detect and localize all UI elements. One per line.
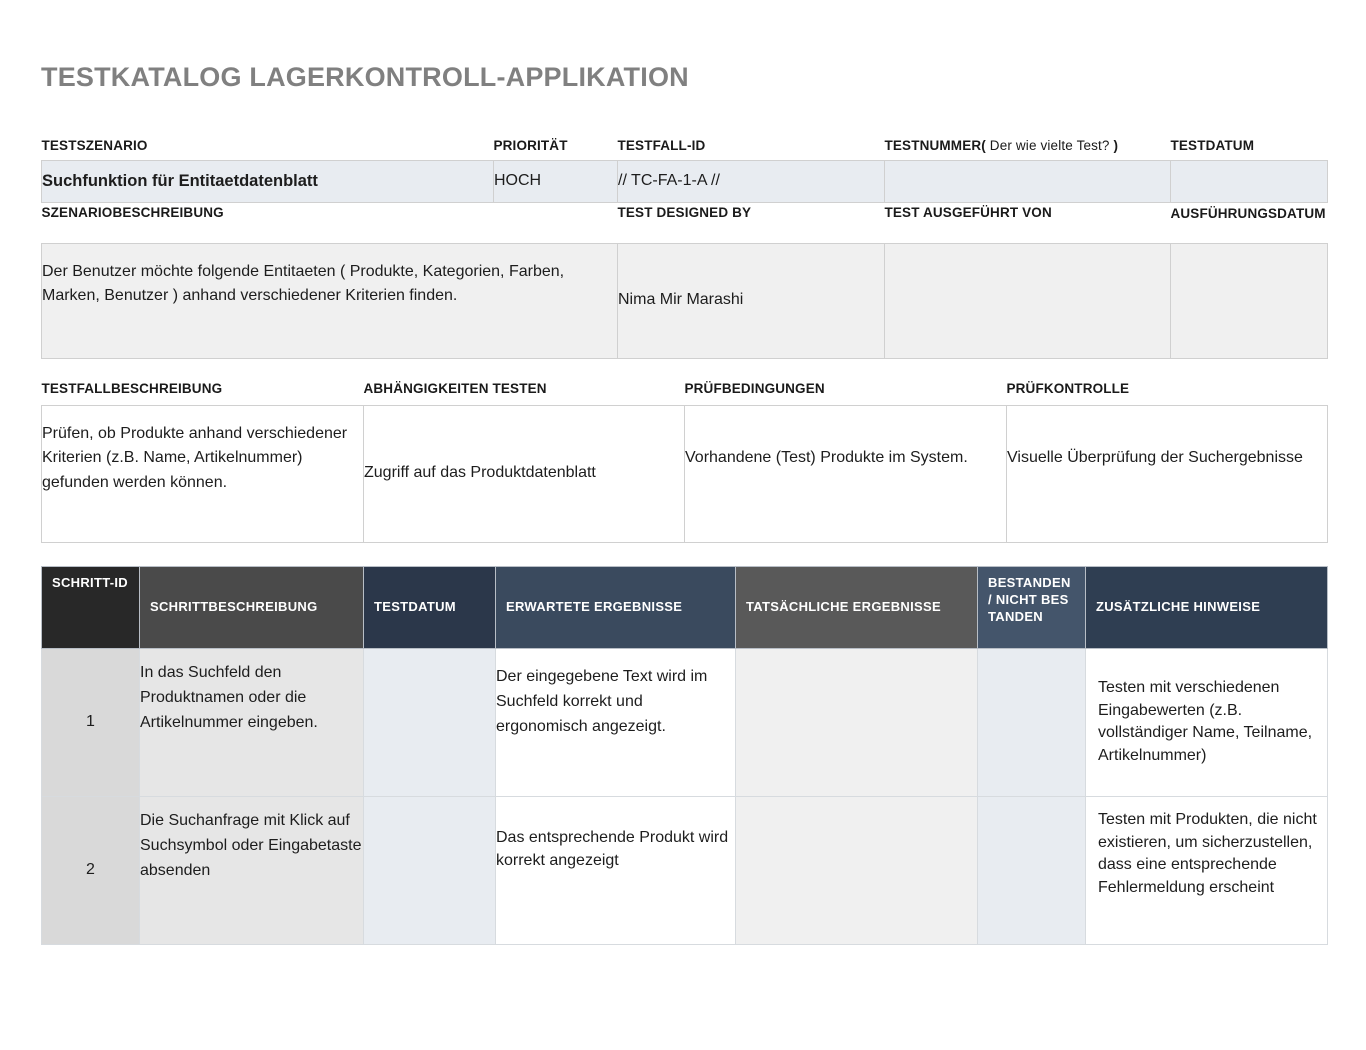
cell-schritt-id[interactable]: 2 — [42, 797, 140, 945]
cell-bestanden-nicht-bestanden[interactable] — [978, 797, 1086, 945]
cell-zusaetzliche-hinweise[interactable]: Testen mit Produkten, die nicht existieren, um sicherzustellen, dass eine entsprechende Fehlermeldung erscheint — [1086, 797, 1328, 945]
col-header-test-designed-by: TEST DESIGNED BY — [617, 205, 752, 220]
testcase-value-row — [42, 405, 1328, 542]
col-header-schritt-id: SCHRITT-ID — [42, 567, 140, 649]
scenario-header-row — [42, 138, 1328, 160]
testcase-table — [41, 381, 1328, 543]
col-header-testszenario: TESTSZENARIO — [41, 138, 148, 153]
value-szenariobeschreibung[interactable]: Der Benutzer möchte folgende Entitaeten ( Produkte, Kategorien, Farben, Marken, Benutzer ) anhand verschiedener Kriterien finden. — [42, 243, 618, 358]
value-pruefbedingungen[interactable]: Vorhandene (Test) Produkte im System. — [685, 405, 1007, 542]
col-header-schrittbeschreibung: SCHRITTBESCHREIBUNG — [140, 567, 364, 649]
col-header-test-ausgefuehrt-von: TEST AUSGEFÜHRT VON — [884, 205, 1052, 220]
col-header-szenariobeschreibung: SZENARIOBESCHREIBUNG — [41, 205, 224, 220]
cell-testdatum[interactable] — [364, 649, 496, 797]
value-testdatum[interactable] — [1171, 160, 1328, 203]
value-test-designed-by[interactable]: Nima Mir Marashi — [618, 243, 885, 358]
page-title: TESTKATALOG LAGERKONTROLL-APPLIKATION — [41, 62, 689, 92]
col-header-ausfuehrungsdatum: AUSFÜHRUNGSDATUM — [1170, 206, 1326, 221]
value-pruefkontrolle[interactable]: Visuelle Überprüfung der Suchergebnisse — [1007, 405, 1328, 542]
value-ausfuehrungsdatum[interactable] — [1171, 243, 1328, 358]
value-prioritaet[interactable]: HOCH — [494, 160, 618, 203]
col-header-bestanden-nicht-bestanden: BESTANDEN / NICHT BESTANDEN — [978, 567, 1086, 649]
cell-erwartete-ergebnisse[interactable]: Das entsprechende Produkt wird korrekt angezeigt — [496, 797, 736, 945]
steps-table — [41, 566, 1328, 945]
col-header-tatsaechliche-ergebnisse: TATSÄCHLICHE ERGEBNISSE — [736, 567, 978, 649]
cell-testdatum[interactable] — [364, 797, 496, 945]
testnummer-label-bold-start: TESTNUMMER( — [884, 138, 986, 153]
value-testfall-id[interactable]: // TC-FA-1-A // — [618, 160, 885, 203]
value-testfallbeschreibung[interactable]: Prüfen, ob Produkte anhand verschiedener Kriterien (z.B. Name, Artikelnummer) gefunden werden können. — [42, 405, 364, 542]
table-row — [42, 797, 1328, 945]
description-value-row — [42, 243, 1328, 358]
col-header-testdatum: TESTDATUM — [1170, 138, 1255, 153]
col-header-testfallbeschreibung: TESTFALLBESCHREIBUNG — [41, 381, 223, 396]
col-header-testdatum-step: TESTDATUM — [364, 567, 496, 649]
value-testnummer[interactable] — [885, 160, 1171, 203]
cell-bestanden-nicht-bestanden[interactable] — [978, 649, 1086, 797]
testnummer-label-bold-end: ) — [1113, 138, 1119, 153]
table-row — [42, 649, 1328, 797]
cell-erwartete-ergebnisse[interactable]: Der eingegebene Text wird im Suchfeld korrekt und ergonomisch angezeigt. — [496, 649, 736, 797]
col-header-pruefbedingungen: PRÜFBEDINGUNGEN — [684, 381, 825, 396]
testnummer-label-note: Der wie vielte Test? — [985, 138, 1114, 153]
scenario-value-row — [42, 160, 1328, 203]
testcase-header-row — [42, 381, 1328, 405]
cell-tatsaechliche-ergebnisse[interactable] — [736, 649, 978, 797]
cell-schrittbeschreibung[interactable]: In das Suchfeld den Produktnamen oder die Artikelnummer eingeben. — [140, 649, 364, 797]
col-header-prioritaet: PRIORITÄT — [493, 138, 568, 153]
scenario-table — [41, 138, 1328, 203]
description-table — [41, 205, 1328, 359]
steps-header-row — [42, 567, 1328, 649]
cell-zusaetzliche-hinweise[interactable]: Testen mit verschiedenen Eingabewerten (z.B. vollständiger Name, Teilname, Artikelnummer) — [1086, 649, 1328, 797]
value-testszenario[interactable]: Suchfunktion für Entitaetdatenblatt — [42, 160, 494, 203]
value-test-ausgefuehrt-von[interactable] — [885, 243, 1171, 358]
description-header-row — [42, 205, 1328, 243]
col-header-pruefkontrolle: PRÜFKONTROLLE — [1006, 381, 1130, 396]
cell-tatsaechliche-ergebnisse[interactable] — [736, 797, 978, 945]
col-header-testfall-id: TESTFALL-ID — [617, 138, 706, 153]
col-header-testnummer — [885, 138, 1171, 160]
col-header-zusaetzliche-hinweise: ZUSÄTZLICHE HINWEISE — [1086, 567, 1328, 649]
col-header-abhaengigkeiten-testen: ABHÄNGIGKEITEN TESTEN — [363, 381, 547, 396]
cell-schrittbeschreibung[interactable]: Die Suchanfrage mit Klick auf Suchsymbol oder Eingabetaste absenden — [140, 797, 364, 945]
cell-schritt-id[interactable]: 1 — [42, 649, 140, 797]
value-abhaengigkeiten-testen[interactable]: Zugriff auf das Produktdatenblatt — [364, 405, 685, 542]
col-header-erwartete-ergebnisse: ERWARTETE ERGEBNISSE — [496, 567, 736, 649]
